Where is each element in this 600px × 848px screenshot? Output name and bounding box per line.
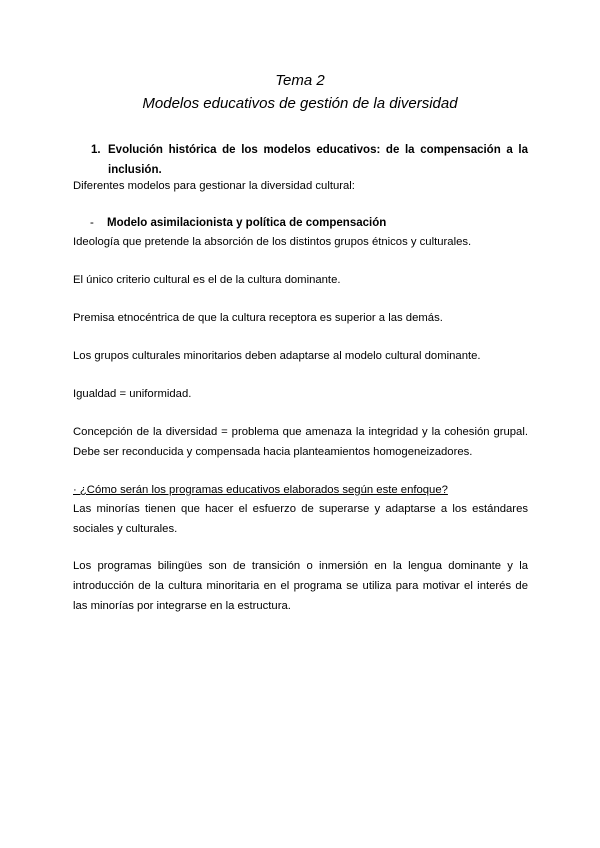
paragraph-5: Igualdad = uniformidad. bbox=[73, 388, 192, 400]
paragraph-4: Los grupos culturales minoritarios deben adaptarse al modelo cultural dominante. bbox=[73, 350, 481, 362]
paragraph-6: Concepción de la diversidad = problema que amenaza la integridad y la cohesión grupal. Debe ser reconducida y compensada hacia planteamientos homogeneizadores. bbox=[73, 426, 528, 458]
section-heading bbox=[91, 140, 528, 180]
bullet-label: Modelo asimilacionista y política de compensación bbox=[107, 217, 387, 229]
document-subtitle: Modelos educativos de gestión de la diversidad bbox=[142, 95, 458, 112]
paragraph-8: Los programas bilingües son de transición o inmersión en la lengua dominante y la introducción de la cultura minoritaria en el programa se utiliza para motivar el interés de las minorías por integrarse en la estructura. bbox=[73, 560, 528, 612]
bullet-marker: - bbox=[90, 217, 94, 229]
paragraph-3: Premisa etnocéntrica de que la cultura receptora es superior a las demás. bbox=[73, 312, 443, 324]
paragraph-2: El único criterio cultural es el de la cultura dominante. bbox=[73, 274, 341, 286]
document-title: Tema 2 bbox=[275, 72, 325, 89]
question-line: · ¿Cómo serán los programas educativos elaborados según este enfoque? bbox=[73, 484, 448, 496]
paragraph-1: Ideología que pretende la absorción de los distintos grupos étnicos y culturales. bbox=[73, 236, 472, 248]
section-intro: Diferentes modelos para gestionar la diversidad cultural: bbox=[73, 180, 355, 192]
section-number: 1. bbox=[91, 144, 101, 156]
paragraph-7: Las minorías tienen que hacer el esfuerzo de superarse y adaptarse a los estándares sociales y culturales. bbox=[73, 503, 528, 535]
bullet-item bbox=[90, 214, 386, 232]
section-heading-text: Evolución histórica de los modelos educativos: de la compensación a la inclusión. bbox=[108, 144, 528, 176]
